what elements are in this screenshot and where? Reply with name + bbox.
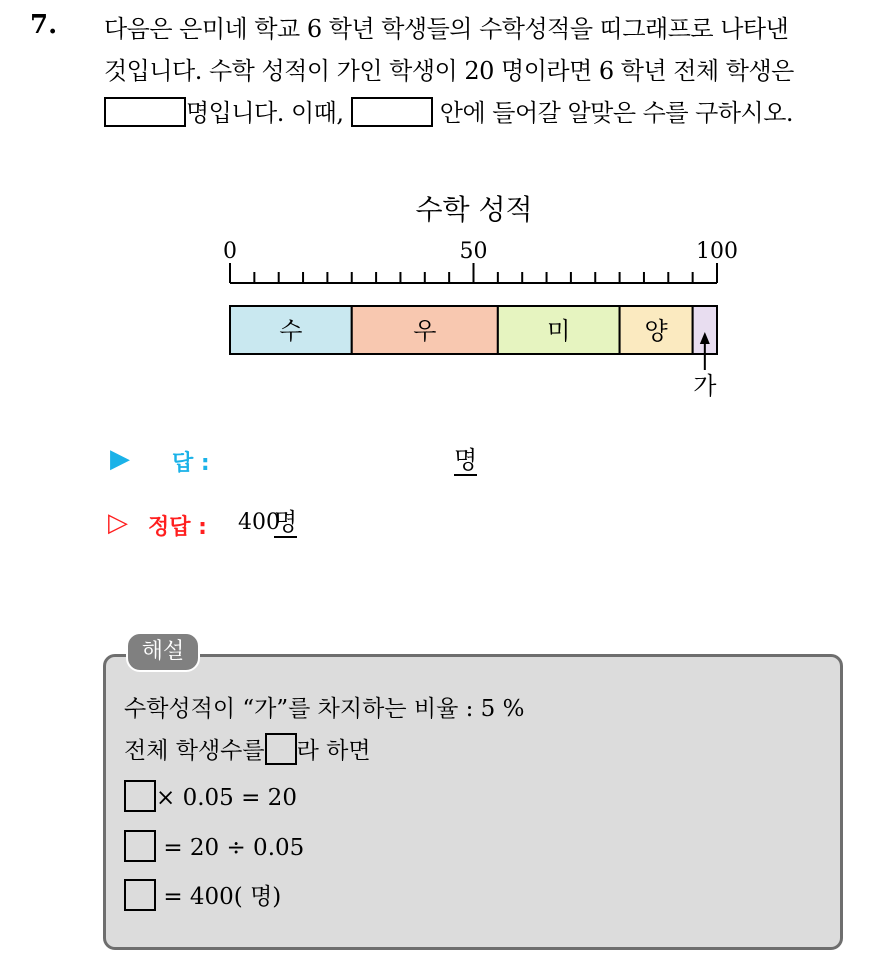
explanation-tag: 해설 — [126, 632, 200, 672]
placeholder-square — [124, 780, 156, 812]
band-segment-label: 양 — [644, 317, 668, 345]
scale-labels — [223, 239, 738, 264]
question-line-3-end: 안에 들어갈 알맞은 수를 구하시오. — [439, 99, 794, 127]
explanation-line-1: 수학성적이 “가”를 차지하는 비율 : 5 % — [124, 696, 525, 722]
explanation-eq-3 — [124, 878, 281, 911]
answer-unit: 명 — [454, 446, 478, 474]
question-number: 7. — [30, 10, 58, 40]
scale-label: 0 — [223, 239, 237, 264]
explanation-eq-2 — [124, 830, 304, 862]
correct-label: 정답 : — [148, 515, 207, 540]
scale-label: 50 — [459, 239, 488, 264]
explanation-eq-3-text: = 400( 명) — [163, 884, 282, 910]
band-segment-label: 미 — [547, 317, 571, 345]
explanation-eq-1-text: × 0.05 = 20 — [156, 785, 297, 811]
question-line-3-mid: 명입니다. 이때, — [186, 99, 344, 127]
answer-label: 답 : — [172, 451, 210, 476]
explanation-eq-2-text: = 20 ÷ 0.05 — [163, 835, 305, 861]
band-segment-label: 우 — [413, 317, 437, 345]
question-line-1: 다음은 은미네 학교 6 학년 학생들의 수학성적을 띠그래프로 나타낸 — [104, 15, 789, 43]
chart-title: 수학 성적 — [415, 193, 533, 226]
explanation-line-2-pre: 전체 학생수를 — [124, 738, 265, 764]
annotation-label: 가 — [693, 372, 717, 400]
answer-arrow-icon: ▶ — [110, 444, 130, 474]
explanation-line-2-post: 라 하면 — [296, 738, 371, 764]
band-segment-label: 수 — [279, 317, 303, 345]
correct-value: 400 — [238, 510, 280, 535]
placeholder-square — [124, 830, 156, 862]
question-line-2: 것입니다. 수학 성적이 가인 학생이 20 명이라면 6 학년 전체 학생은 — [104, 57, 794, 85]
scale-ticks — [230, 263, 717, 283]
correct-unit: 명 — [274, 508, 298, 536]
correct-arrow-icon: ▷ — [108, 508, 128, 538]
explanation-line-2 — [124, 732, 371, 765]
scale-label: 100 — [696, 239, 738, 264]
placeholder-square — [124, 879, 156, 911]
explanation-eq-1 — [124, 780, 297, 812]
placeholder-square — [265, 733, 297, 765]
